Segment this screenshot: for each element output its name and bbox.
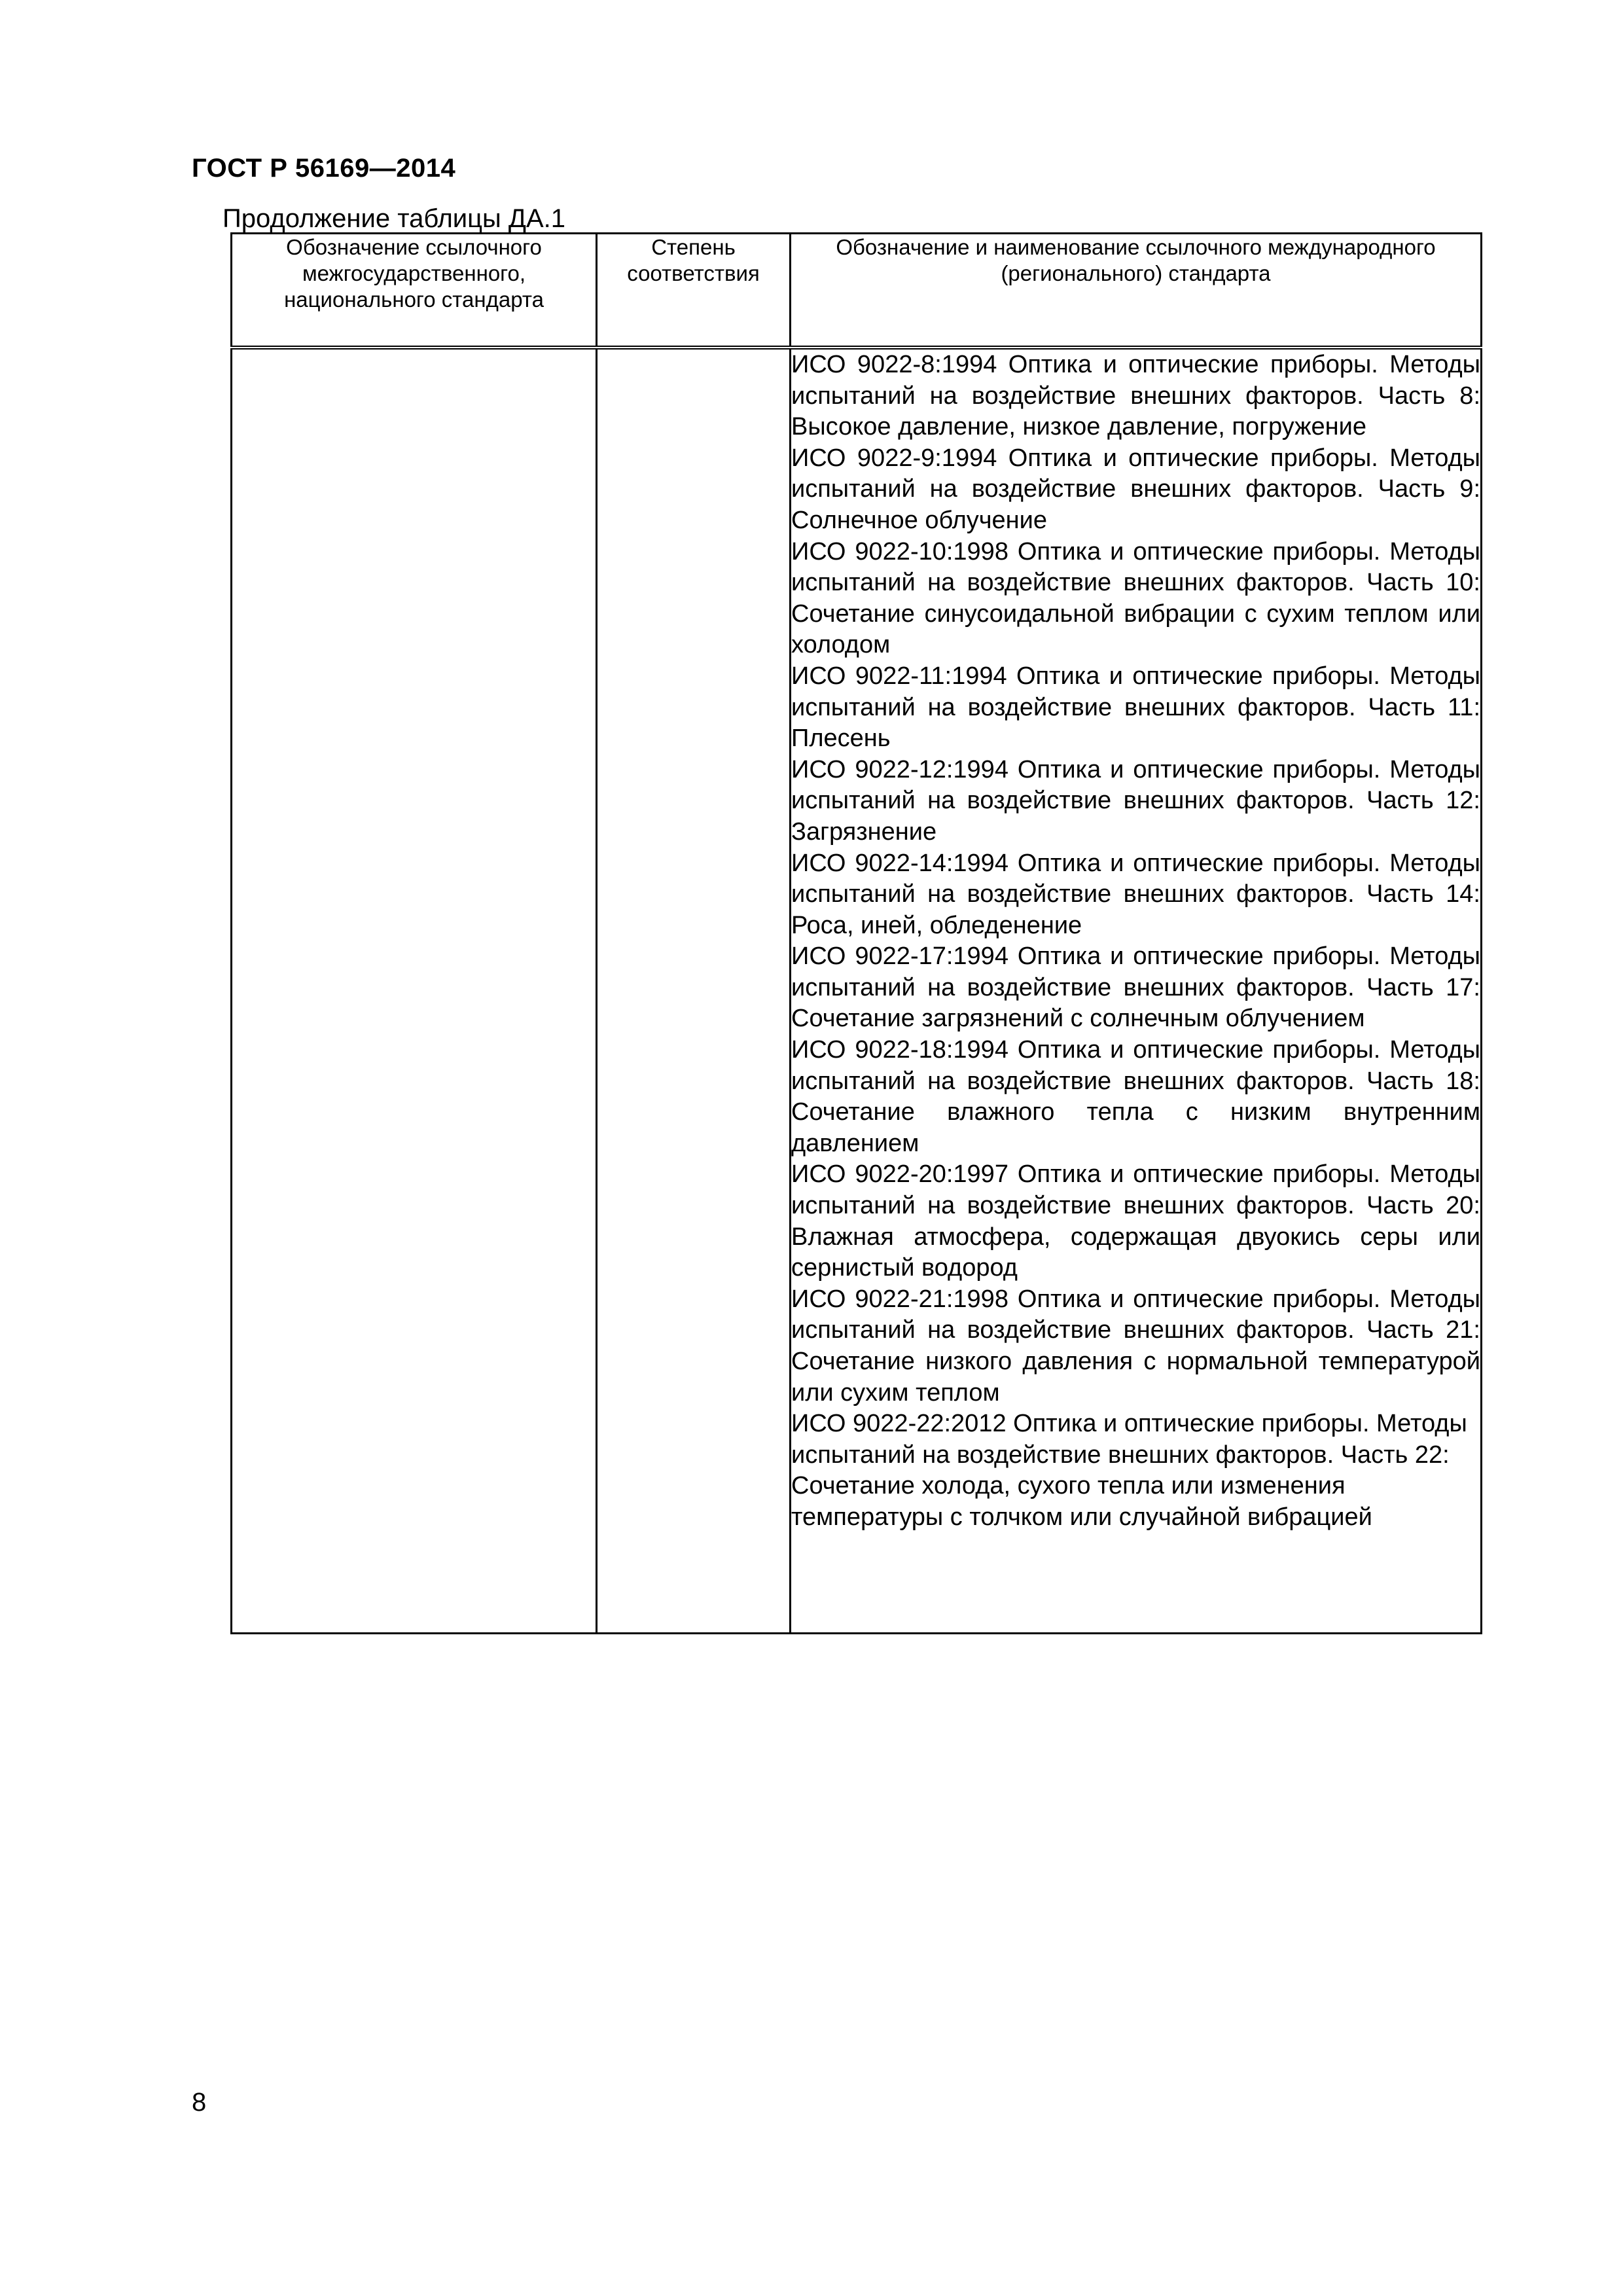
reference-entry: ИСО 9022-21:1998 Оптика и оптические приборы. Методы испытаний на воздействие внешних факторов. Часть 21: Сочетание низкого давления с нормальной температурой или сухим теплом	[791, 1285, 1480, 1407]
table-header-row	[232, 234, 1482, 348]
reference-entry: ИСО 9022-11:1994 Оптика и оптические приборы. Методы испытаний на воздействие внешних факторов. Часть 11: Плесень	[791, 662, 1480, 753]
column-header-international-standard: Обозначение и наименование ссылочного международного (регионального) стандарта	[791, 234, 1482, 348]
reference-entry: ИСО 9022-8:1994 Оптика и оптические приборы. Методы испытаний на воздействие внешних факторов. Часть 8: Высокое давление, низкое давление, погружение	[791, 351, 1480, 441]
reference-entry: ИСО 9022-18:1994 Оптика и оптические приборы. Методы испытаний на воздействие внешних факторов. Часть 18: Сочетание влажного тепла с низким внутренним давлением	[791, 1036, 1480, 1157]
cell-international-references	[791, 348, 1482, 1634]
reference-entry: ИСО 9022-17:1994 Оптика и оптические приборы. Методы испытаний на воздействие внешних факторов. Часть 17: Сочетание загрязнений с солнечным облучением	[791, 942, 1480, 1033]
reference-entry: ИСО 9022-14:1994 Оптика и оптические приборы. Методы испытаний на воздействие внешних факторов. Часть 14: Роса, иней, обледенение	[791, 849, 1480, 939]
reference-table	[230, 232, 1482, 1634]
table-caption: Продолжение таблицы ДА.1	[223, 204, 566, 233]
reference-entry: ИСО 9022-12:1994 Оптика и оптические приборы. Методы испытаний на воздействие внешних факторов. Часть 12: Загрязнение	[791, 755, 1480, 846]
column-header-degree: Степень соответствия	[597, 234, 791, 348]
column-header-national-standard: Обозначение ссылочного межгосударственного, национального стандарта	[232, 234, 597, 348]
table-row	[232, 348, 1482, 1634]
reference-entry: ИСО 9022-22:2012 Оптика и оптические приборы. Методы испытаний на воздействие внешних факторов. Часть 22: Сочетание холода, сухого тепла или изменения температуры с толчком или случайной вибрацией	[791, 1410, 1467, 1531]
cell-national-standard	[232, 348, 597, 1634]
cell-degree	[597, 348, 791, 1634]
document-code: ГОСТ Р 56169—2014	[192, 154, 456, 183]
reference-entry: ИСО 9022-10:1998 Оптика и оптические приборы. Методы испытаний на воздействие внешних факторов. Часть 10: Сочетание синусоидальной вибрации с сухим теплом или холодом	[791, 537, 1480, 659]
reference-entry: ИСО 9022-20:1997 Оптика и оптические приборы. Методы испытаний на воздействие внешних факторов. Часть 20: Влажная атмосфера, содержащая двуокись серы или сернистый водород	[791, 1160, 1480, 1282]
page-number: 8	[192, 2088, 207, 2117]
reference-entry: ИСО 9022-9:1994 Оптика и оптические приборы. Методы испытаний на воздействие внешних факторов. Часть 9: Солнечное облучение	[791, 444, 1480, 534]
